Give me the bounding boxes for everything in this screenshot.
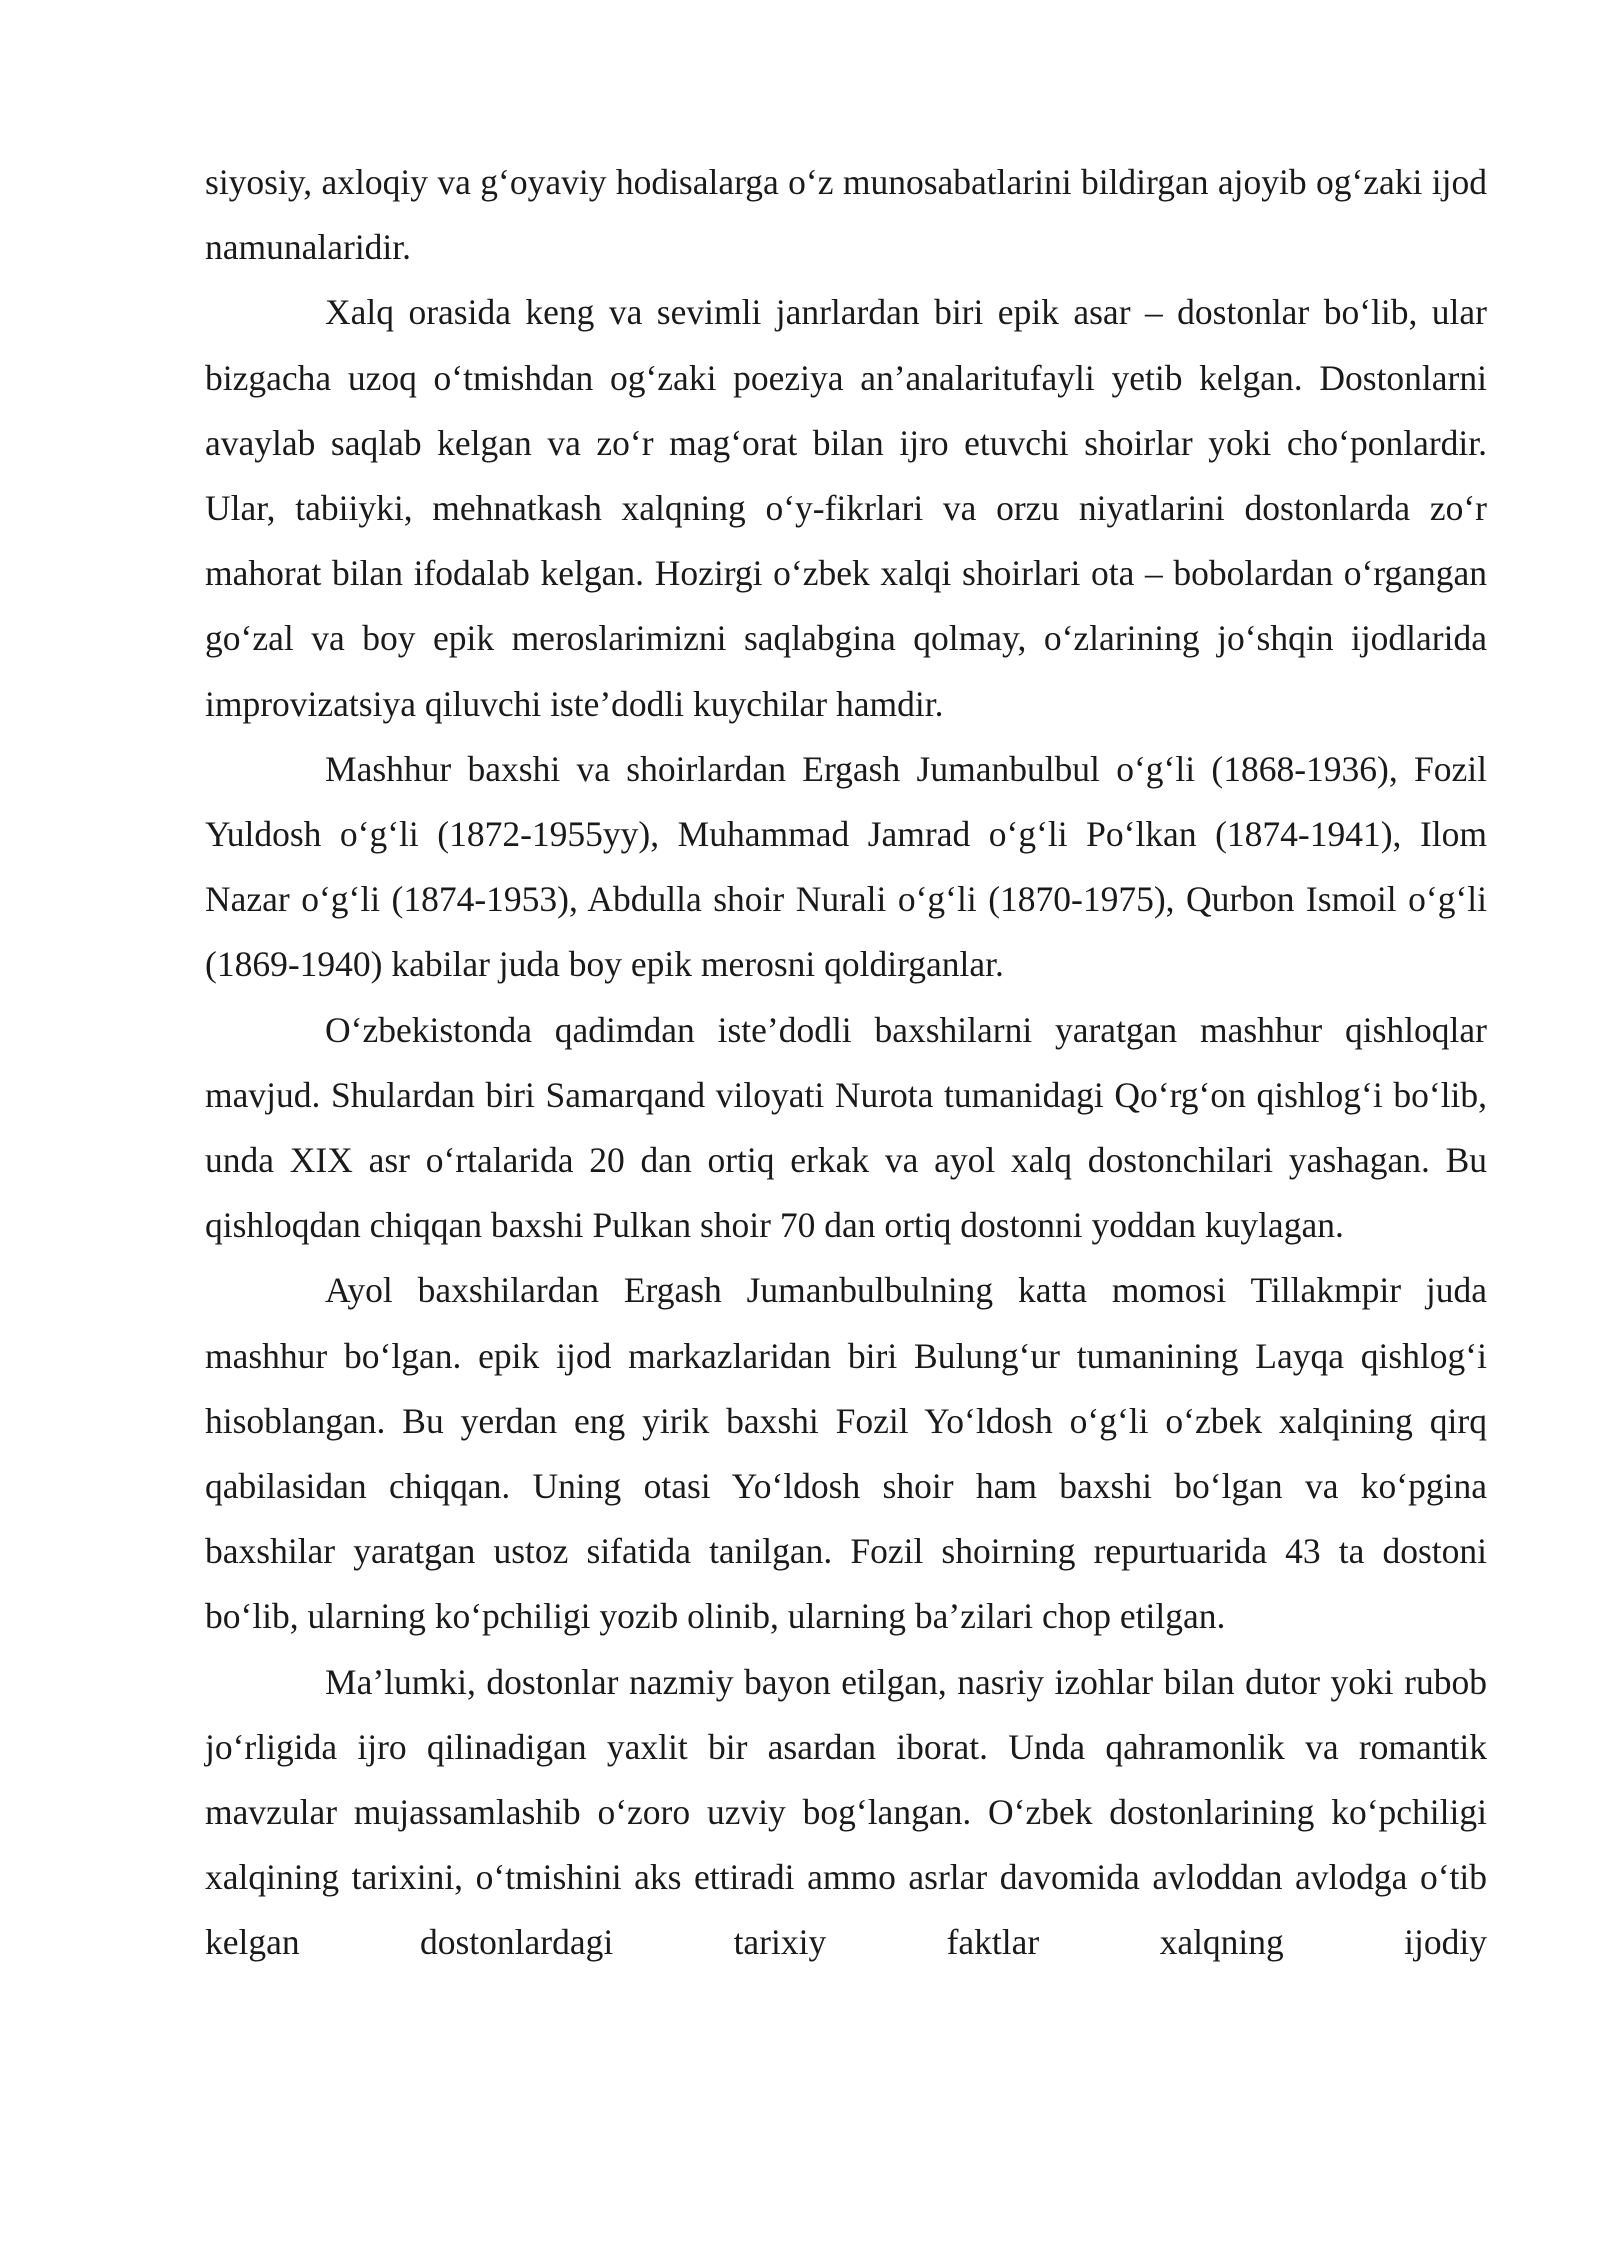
- paragraph-famous-bakhshis: Mashhur baxshi va shoirlardan Ergash Jumanbulbul o‘g‘li (1868-1936), Fozil Yuldosh o‘g‘li (1872-1955yy), Muhammad Jamrad o‘g‘li Po‘lkan (1874-1941), Ilom Nazar o‘g‘li (1874-1953), Abdulla shoir Nurali o‘g‘li (1870-1975), Qurbon Ismoil o‘g‘li (1869-1940) kabilar juda boy epik merosni qoldirganlar.: [205, 748, 1487, 985]
- paragraph-villages: O‘zbekistonda qadimdan iste’dodli baxshilarni yaratgan mashhur qishloqlar mavjud. Shulardan biri Samarqand viloyati Nurota tumanidagi Qo‘rg‘on qishlog‘i bo‘lib, unda XIX asr o‘rtalarida 20 dan ortiq erkak va ayol xalq dostonchilari yashagan. Bu qishloqdan chiqqan baxshi Pulkan shoir 70 dan ortiq dostonni yoddan kuylagan.: [205, 1009, 1487, 1246]
- document-page: [205, 150, 1487, 1976]
- paragraph-dastan-form: Ma’lumki, dostonlar nazmiy bayon etilgan, nasriy izohlar bilan dutor yoki rubob jo‘rligida ijro qilinadigan yaxlit bir asardan iborat. Unda qahramonlik va romantik mavzular mujassamlashib o‘zoro uzviy bog‘langan. O‘zbek dostonlarining ko‘pchiligi xalqining tarixini, o‘tmishini aks ettiradi ammo asrlar davomida avloddan avlodga o‘tib kelgan dostonlardagi tarixiy faktlar xalqning ijodiy: [205, 1661, 1487, 1963]
- paragraph-continuation: siyosiy, axloqiy va g‘oyaviy hodisalarga o‘z munosabatlarini bildirgan ajoyib og‘zaki ijod namunalaridir.: [205, 162, 1487, 268]
- paragraph-female-bakhshis: Ayol baxshilardan Ergash Jumanbulbulning katta momosi Tillakmpir juda mashhur bo‘lgan. epik ijod markazlaridan biri Bulung‘ur tumanining Layqa qishlog‘i hisoblangan. Bu yerdan eng yirik baxshi Fozil Yo‘ldosh o‘g‘li o‘zbek xalqining qirq qabilasidan chiqqan. Uning otasi Yo‘ldosh shoir ham baxshi bo‘lgan va ko‘pgina baxshilar yaratgan ustoz sifatida tanilgan. Fozil shoirning repurtuarida 43 ta dostoni bo‘lib, ularning ko‘pchiligi yozib olinib, ularning ba’zilari chop etilgan.: [205, 1270, 1487, 1637]
- paragraph-epic-dastans: Xalq orasida keng va sevimli janrlardan biri epik asar – dostonlar bo‘lib, ular bizgacha uzoq o‘tmishdan og‘zaki poeziya an’analaritufayli yetib kelgan. Dostonlarni avaylab saqlab kelgan va zo‘r mag‘orat bilan ijro etuvchi shoirlar yoki cho‘ponlardir. Ular, tabiiyki, mehnatkash xalqning o‘y-fikrlari va orzu niyatlarini dostonlarda zo‘r mahorat bilan ifodalab kelgan. Hozirgi o‘zbek xalqi shoirlari ota – bobolardan o‘rgangan go‘zal va boy epik meroslarimizni saqlabgina qolmay, o‘zlarining jo‘shqin ijodlarida improvizatsiya qiluvchi iste’dodli kuychilar hamdir.: [205, 292, 1487, 724]
